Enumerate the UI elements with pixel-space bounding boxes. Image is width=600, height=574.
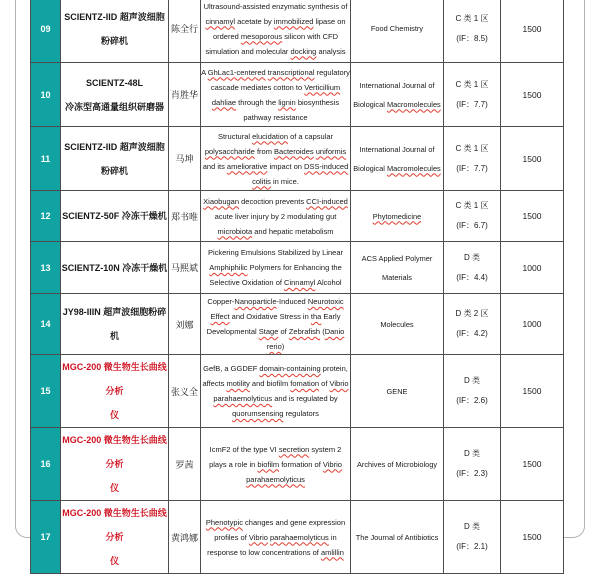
- cell-row-number: 13: [31, 242, 61, 294]
- cell-paper-title: Structural elucidation of a capsular polysaccharide from Bacteroides uniformis and its ameliorative impact on DSS-induced colitis in mice.: [201, 127, 351, 191]
- table-row: [31, 428, 564, 501]
- table-row: [31, 0, 564, 63]
- cell-category-impact: D 类 (IF：2.1): [444, 501, 501, 574]
- cell-researcher-name: 马熙斌: [169, 242, 201, 294]
- cell-row-number: 17: [31, 501, 61, 574]
- cell-award-amount: 1000: [501, 294, 564, 355]
- cell-equipment-name: SCIENTZ-IID 超声波细胞粉碎机: [61, 127, 169, 191]
- table-row: [31, 294, 564, 355]
- cell-category-impact: D 类 (IF：2.6): [444, 355, 501, 428]
- cell-category-impact: D 类 2 区 (IF：4.2): [444, 294, 501, 355]
- cell-row-number: 14: [31, 294, 61, 355]
- cell-researcher-name: 罗茜: [169, 428, 201, 501]
- table-row: [31, 501, 564, 574]
- cell-journal-name: Molecules: [351, 294, 444, 355]
- cell-equipment-name: MGC-200 微生物生长曲线分析 仪: [61, 428, 169, 501]
- cell-equipment-name: SCIENTZ-48L 冷冻型高通量组织研磨器: [61, 63, 169, 127]
- table-row: [31, 63, 564, 127]
- cell-row-number: 10: [31, 63, 61, 127]
- cell-journal-name: Phytomedicine: [351, 191, 444, 242]
- cell-journal-name: GENE: [351, 355, 444, 428]
- cell-row-number: 09: [31, 0, 61, 63]
- cell-category-impact: C 类 1 区 (IF：7.7): [444, 127, 501, 191]
- cell-row-number: 16: [31, 428, 61, 501]
- cell-award-amount: 1500: [501, 127, 564, 191]
- cell-paper-title: Pickering Emulsions Stabilized by Linear Amphiphilic Polymers for Enhancing the Selective Oxidation of Cinnamyl Alcohol: [201, 242, 351, 294]
- cell-paper-title: Copper-Nanoparticle-Induced Neurotoxic Effect and Oxidative Stress in tha Early Developmental Stage of Zebrafish (Danio rerio): [201, 294, 351, 355]
- cell-award-amount: 1500: [501, 191, 564, 242]
- cell-paper-title: Ultrasound-assisted enzymatic synthesis of cinnamyl acetate by immobilized lipase on ordered mesoporous silicon with CFD simulation and molecular docking analysis: [201, 0, 351, 63]
- cell-row-number: 11: [31, 127, 61, 191]
- table-row: [31, 355, 564, 428]
- cell-award-amount: 1500: [501, 355, 564, 428]
- cell-researcher-name: 张义全: [169, 355, 201, 428]
- cell-category-impact: C 类 1 区 (IF：7.7): [444, 63, 501, 127]
- cell-category-impact: D 类 (IF：4.4): [444, 242, 501, 294]
- cell-award-amount: 1500: [501, 63, 564, 127]
- cell-paper-title: IcmF2 of the type VI secretion system 2 plays a role in biofilm formation of Vibrio parahaemolyticus: [201, 428, 351, 501]
- cell-category-impact: D 类 (IF：2.3): [444, 428, 501, 501]
- cell-paper-title: Xiaobugan decoction prevents CCI-induced acute liver injury by 2 modulating gut microbiota and hepatic metabolism: [201, 191, 351, 242]
- cell-row-number: 15: [31, 355, 61, 428]
- publications-awards-table: [30, 0, 564, 574]
- cell-journal-name: International Journal of Biological Macromolecules: [351, 63, 444, 127]
- cell-row-number: 12: [31, 191, 61, 242]
- cell-equipment-name: SCIENTZ-IID 超声波细胞粉碎机: [61, 0, 169, 63]
- cell-journal-name: The Journal of Antibiotics: [351, 501, 444, 574]
- cell-researcher-name: 刘娜: [169, 294, 201, 355]
- cell-award-amount: 1000: [501, 242, 564, 294]
- cell-researcher-name: 黄鸿娜: [169, 501, 201, 574]
- cell-category-impact: C 类 1 区 (IF：6.7): [444, 191, 501, 242]
- cell-equipment-name: MGC-200 微生物生长曲线分析 仪: [61, 501, 169, 574]
- cell-journal-name: International Journal of Biological Macromolecules: [351, 127, 444, 191]
- cell-researcher-name: 陈全行: [169, 0, 201, 63]
- cell-researcher-name: 郑书唯: [169, 191, 201, 242]
- cell-equipment-name: SCIENTZ-10N 冷冻干燥机: [61, 242, 169, 294]
- table-row: [31, 127, 564, 191]
- cell-researcher-name: 马坤: [169, 127, 201, 191]
- cell-equipment-name: JY98-IIIN 超声波细胞粉碎机: [61, 294, 169, 355]
- cell-journal-name: ACS Applied Polymer Materials: [351, 242, 444, 294]
- cell-equipment-name: MGC-200 微生物生长曲线分析 仪: [61, 355, 169, 428]
- cell-paper-title: GefB, a GGDEF domain-containing protein, affects motility and biofilm fomation of Vibrio parahaemolyticus and is regulated by quorumsensing regulators: [201, 355, 351, 428]
- cell-paper-title: A GhLac1-centered transcriptional regulatory cascade mediates cotton to Verticillium dahliae through the lignin biosynthesis pathway resistance: [201, 63, 351, 127]
- table-row: [31, 191, 564, 242]
- cell-equipment-name: SCIENTZ-50F 冷冻干燥机: [61, 191, 169, 242]
- cell-award-amount: 1500: [501, 428, 564, 501]
- cell-paper-title: Phenotypic changes and gene expression profiles of Vibrio parahaemolyticus in response to low concentrations of amlillin: [201, 501, 351, 574]
- cell-award-amount: 1500: [501, 0, 564, 63]
- cell-award-amount: 1500: [501, 501, 564, 574]
- cell-researcher-name: 肖胜华: [169, 63, 201, 127]
- table-row: [31, 242, 564, 294]
- cell-journal-name: Archives of Microbiology: [351, 428, 444, 501]
- cell-category-impact: C 类 1 区 (IF：8.5): [444, 0, 501, 63]
- cell-journal-name: Food Chemistry: [351, 0, 444, 63]
